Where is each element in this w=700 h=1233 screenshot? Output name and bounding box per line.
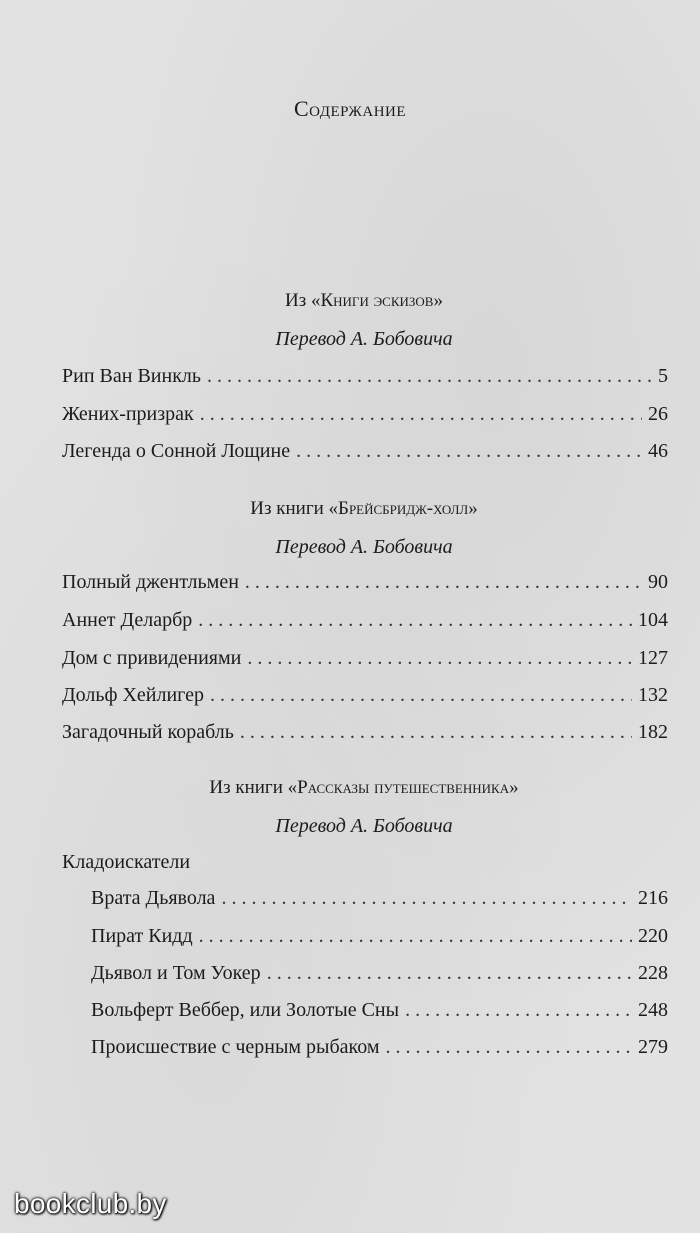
toc-entry-title: Легенда о Сонной Лощине xyxy=(62,440,291,462)
toc-entry-title: Происшествие с черным рыбаком xyxy=(91,1036,380,1058)
toc-group-label[interactable]: Кладоискатели xyxy=(62,851,191,873)
dot-leader xyxy=(296,440,642,463)
toc-entry-page: 104 xyxy=(638,609,668,631)
toc-entry[interactable] xyxy=(91,999,668,1029)
section-translator-1: Перевод А. Бобовича xyxy=(275,328,453,350)
dot-leader xyxy=(247,647,632,670)
toc-entry-page: 220 xyxy=(638,925,668,947)
toc-entry-page: 248 xyxy=(638,999,668,1021)
section-title-suffix: » xyxy=(509,777,519,798)
toc-entry-title: Загадочный корабль xyxy=(62,721,234,743)
section-title-3 xyxy=(60,777,668,799)
toc-entry-title: Жених-призрак xyxy=(62,403,194,425)
dot-leader xyxy=(405,999,632,1022)
toc-entry-title: Рип Ван Винкль xyxy=(62,365,202,387)
toc-entry-title: Полный джентльмен xyxy=(62,571,239,593)
toc-entry-title: Дьявол и Том Уокер xyxy=(91,962,261,984)
section-translator-3: Перевод А. Бобовича xyxy=(275,815,453,837)
toc-entry-title: Пират Кидд xyxy=(91,925,193,947)
dot-leader xyxy=(200,403,642,426)
section-translator-2: Перевод А. Бобовича xyxy=(275,536,453,558)
section-title-main: Рассказы путешественника xyxy=(297,777,510,798)
site-watermark: bookclub.by xyxy=(14,1188,167,1219)
toc-entry[interactable] xyxy=(62,684,668,714)
dot-leader xyxy=(221,887,632,910)
toc-entry-title: Дольф Хейлигер xyxy=(62,684,204,706)
toc-entry[interactable] xyxy=(62,609,668,639)
toc-entry-page: 216 xyxy=(638,887,668,909)
toc-entry[interactable] xyxy=(91,1036,668,1066)
section-title-prefix: Из книги « xyxy=(250,498,339,519)
toc-entry-page: 46 xyxy=(648,440,668,462)
section-title-main: Книги эскизов xyxy=(320,290,434,311)
toc-entry[interactable] xyxy=(62,403,668,433)
toc-entry[interactable] xyxy=(62,647,668,677)
toc-entry[interactable] xyxy=(62,440,668,470)
toc-entry-page: 26 xyxy=(648,403,668,425)
toc-entry-title: Дом с привидениями xyxy=(62,647,242,669)
dot-leader xyxy=(267,962,632,985)
toc-entry-page: 127 xyxy=(638,647,668,669)
toc-entry-page: 90 xyxy=(648,571,668,593)
dot-leader xyxy=(245,571,642,594)
toc-entry-page: 132 xyxy=(638,684,668,706)
section-title-1 xyxy=(60,290,668,312)
toc-entry-title: Врата Дьявола xyxy=(91,887,216,909)
section-title-suffix: » xyxy=(433,290,443,311)
toc-entry[interactable] xyxy=(62,571,668,601)
toc-entry-title: Вольферт Веббер, или Золотые Сны xyxy=(91,999,400,1021)
dot-leader xyxy=(386,1036,632,1059)
toc-entry[interactable] xyxy=(62,721,668,751)
toc-entry[interactable] xyxy=(91,887,668,917)
toc-entry[interactable] xyxy=(91,962,668,992)
dot-leader xyxy=(240,721,632,744)
dot-leader xyxy=(207,365,652,388)
dot-leader xyxy=(199,925,632,948)
toc-entry[interactable] xyxy=(62,365,668,395)
toc-entry-title: Аннет Деларбр xyxy=(62,609,193,631)
page-title: Содержание xyxy=(293,96,407,121)
section-title-suffix: » xyxy=(468,498,478,519)
toc-entry-page: 5 xyxy=(658,365,668,387)
dot-leader xyxy=(198,609,632,632)
toc-entry-page: 182 xyxy=(638,721,668,743)
toc-entry[interactable] xyxy=(91,925,668,955)
section-title-2 xyxy=(60,498,668,520)
toc-entry-page: 279 xyxy=(638,1036,668,1058)
section-title-prefix: Из « xyxy=(285,290,321,311)
dot-leader xyxy=(210,684,632,707)
section-title-prefix: Из книги « xyxy=(209,777,298,798)
section-title-main: Брейсбридж-холл xyxy=(338,498,469,519)
toc-entry-page: 228 xyxy=(638,962,668,984)
